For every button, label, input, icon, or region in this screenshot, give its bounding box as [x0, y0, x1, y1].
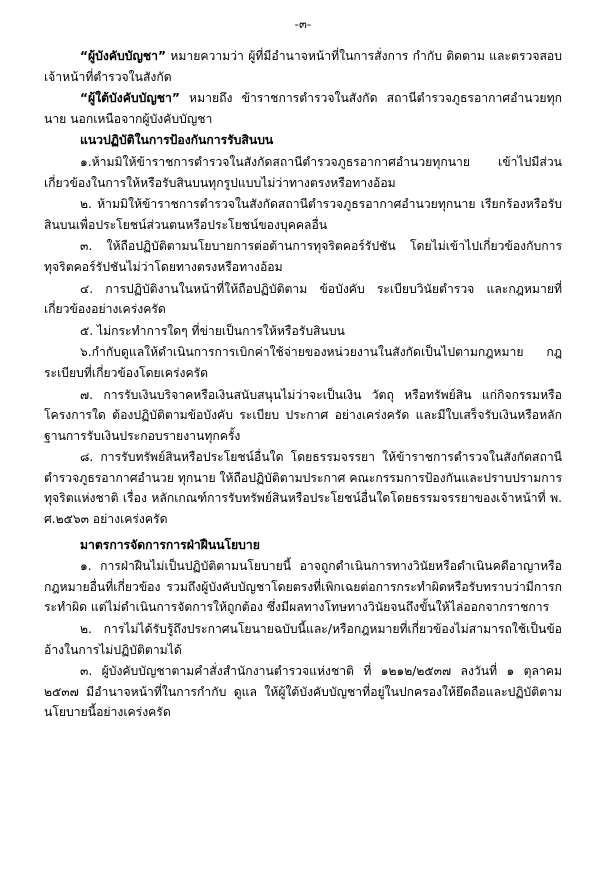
list-item-4: ๔. การปฏิบัติงานในหน้าที่ให้ถือปฏิบัติตาม ข้อบังคับ ระเบียบวินัยตำรวจ และกฎหมายที่เกี่ยวข้องอย่างเคร่งครัด: [44, 281, 562, 317]
measure-item-1: ๑. การฝ่าฝืนไม่เป็นปฏิบัติตามนโยบายนี้ อาจถูกดำเนินการทางวินัยหรือดำเนินคดีอาญาหรือกฎหมายอื่นที่เกี่ยวข้อง รวมถึงผู้บังคับบัญชาโดยตรงที่เพิกเฉยต่อการกระทำผิดหรือรับทราบว่ามีการกระทำผิด แต่ไม่ดำเนินการจัดการให้ถูกต้อง ซึ่งมีผลทางโทษทางวินัยจนถึงขั้นให้ไล่ออกจากราชการ: [44, 559, 562, 615]
list-item-3: ๓. ให้ถือปฏิบัติตามนโยบายการต่อต้านการทุจริตคอร์รัปชัน โดยไม่เข้าไปเกี่ยวข้องกับการทุจริตคอร์รัปชันไม่ว่าโดยทางตรงหรือทางอ้อม: [44, 239, 562, 274]
paragraph-definition-supervisor: [44, 46, 562, 87]
paragraph-text: หมายความว่า ผู้ที่มีอำนาจหน้าที่ในการสั่งการ กำกับ ติดตาม และตรวจสอบเจ้าหน้าที่ตำรวจในสังกัด: [44, 49, 562, 84]
list-item-5: ๕. ไม่กระทำการใดๆ ที่ข่ายเป็นการให้หรือรับสินบน: [80, 323, 345, 338]
list-item-2: ๒. ห้ามมิให้ข้าราชการตำรวจในสังกัดสถานีตำรวจภูธรอากาศอำนวยทุกนาย เรียกร้องหรือรับสินบนเพื่อประโยชน์ส่วนตนหรือประโยชน์ของบุคคลอื่น: [44, 197, 562, 232]
measure-item-2: ๒. การไม่ได้รับรู้ถึงประกาศนโยนายฉบับนี้และ/หรือกฎหมายที่เกี่ยวข้องไม่สามารถใช้เป็นข้ออ้างในการไม่ปฏิบัติตามได้: [44, 622, 562, 657]
page-number: -๓-: [294, 17, 312, 31]
list-item-7: ๗. การรับเงินบริจาคหรือเงินสนับสนุนไม่ว่าจะเป็นเงิน วัตถุ หรือทรัพย์สิน แก่กิจกรรมหรือโครงการใด ต้องปฏิบัติตามข้อบังคับ ระเบียบ ประกาศ อย่างเคร่งครัด และมีใบเสร็จรับเงินหรือหลักฐานการรับเงินประกอบรายงานทุกครั้ง: [44, 387, 562, 443]
term-subordinate: “ผู้ใต้บังคับบัญชา”: [80, 91, 180, 106]
list-item-6: ๖.กำกับดูแลให้ดำเนินการการเบิกค่าใช้จ่ายของหน่วยงานในสังกัดเป็นไปตามกฎหมาย กฎระเบียบที่เกี่ยวข้องโดยเคร่งครัด: [44, 345, 562, 380]
heading-measures: มาตรการจัดการการฝ่าฝืนนโยบาย: [80, 537, 260, 552]
heading-guidelines: แนวปฏิบัติในการป้องกันการรับสินบน: [80, 133, 274, 148]
paragraph-definition-subordinate: [44, 88, 562, 129]
list-item-8: ๘. การรับทรัพย์สินหรือประโยชน์อื่นใด โดยธรรมจรรยา ให้ข้าราชการตำรวจในสังกัดสถานีตำรวจภูธรอากาศอำนวย ทุกนาย ให้ถือปฏิบัติตามประกาศ คณะกรรมการป้องกันและปราบปรามการทุจริตแห่งชาติ เรื่อง หลักเกณฑ์การรับทรัพย์สินหรือประโยชน์อื่นใดโดยธรรมจรรยาของเจ้าหน้าที่ พ. ศ.๒๕๖๓ อย่างเคร่งครัด: [44, 450, 562, 527]
document-body: [44, 46, 562, 723]
list-item-1: ๑.ห้ามมิให้ข้าราชการตำรวจในสังกัดสถานีตำรวจภูธรอากาศอำนวยทุกนาย เข้าไปมีส่วนเกี่ยวข้องในการให้หรือรับสินบนทุกรูปแบบไม่ว่าทางตรงหรือทางอ้อม: [44, 154, 562, 190]
measure-item-3: ๓. ผู้บังคับบัญชาตามคำสั่งสำนักงานตำรวจแห่งชาติ ที่ ๑๒๑๒/๒๕๓๗ ลงวันที่ ๑ ตุลาคม ๒๕๓๗ มีอำนาจหน้าที่ในการกำกับ ดูแล ให้ผู้ใต้บังคับบัญชาที่อยู่ในปกครองให้ยึดถือและปฏิบัติตามนโยบายนี้อย่างเคร่งครัด: [44, 664, 562, 720]
paragraph-text: หมายถึง ข้าราชการตำรวจในสังกัด สถานีตำรวจภูธรอากาศอำนวยทุกนาย นอกเหนือจากผู้บังคับบัญชา: [44, 91, 562, 126]
term-supervisor: “ผู้บังคับบัญชา”: [80, 49, 166, 63]
